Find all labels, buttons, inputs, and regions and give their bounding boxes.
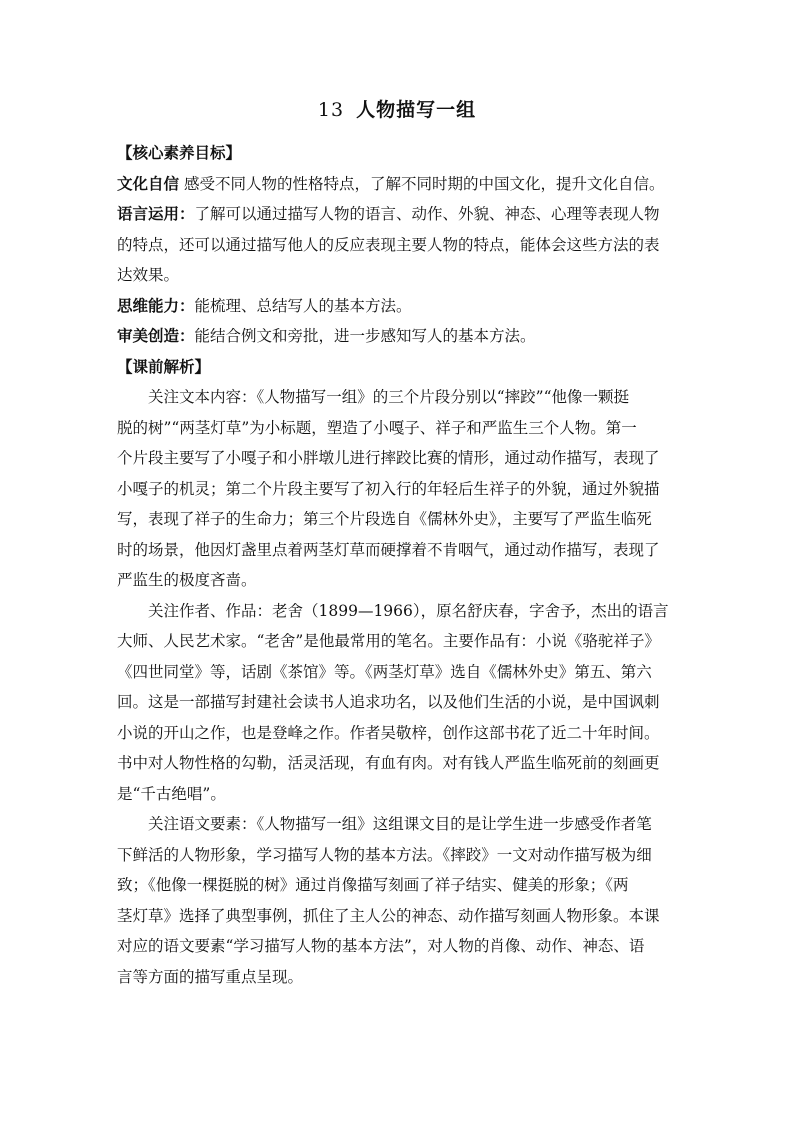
goals-heading: 【核心素养目标】 xyxy=(117,143,242,162)
goal-item-aesthetic xyxy=(117,321,677,352)
page-title xyxy=(0,96,794,124)
lesson-title: 人物描写一组 xyxy=(356,99,477,121)
goal-item-thinking xyxy=(117,291,677,322)
goal-text: 能梳理、总结写人的基本方法。 xyxy=(194,296,412,315)
goal-text: 感受不同人物的性格特点，了解不同时期的中国文化，提升文化自信。 xyxy=(183,174,665,193)
goal-item-language xyxy=(117,199,677,291)
goal-text: 的特点，还可以通过描写他人的反应表现主要人物的特点，能体会这些方法的表 xyxy=(117,235,660,254)
goal-text: 能结合例文和旁批，进一步感知写人的基本方法。 xyxy=(194,327,536,345)
paragraph-author-work: 关注作者、作品：老舍（1899—1966），原名舒庆春，字舍予，杰出的语言 大师、人民艺术家。“老舍”是他最常用的笔名。主要作品有：小说《骆驼祥子》 《四世同堂》等，话剧《茶馆》等。《两茎灯草》选自《儒林外史》第五、第六 回。这是一部描写封建社会读书人追求功名，以及他们生活的小说，是中国讽刺 小说的开山之作，也是登峰之作。作者吴敬梓，创作这部书花了近二十年时间。 书中对人物性格的勾勒，活灵活现，有血有肉。对有钱人严监生临死前的刻画更 是“千古绝唱”。 xyxy=(117,601,669,803)
goal-label: 思维能力： xyxy=(117,295,195,315)
lesson-number: 13 xyxy=(317,99,345,121)
goals-list xyxy=(117,169,677,352)
document-body xyxy=(117,138,677,992)
paragraph-text-content: 关注文本内容：《人物描写一组》的三个片段分别以“摔跤”“他像一颗挺 脱的树”“两茎灯草”为小标题，塑造了小嘎子、祥子和严监生三个人物。第一 个片段主要写了小嘎子和小胖墩儿进行摔跤比赛的情形，通过动作描写，表现了 小嘎子的机灵；第二个片段主要写了初入行的年轻后生祥子的外貌，通过外貌描 写，表现了祥子的生命力；第三个片段选自《儒林外史》，主要写了严监生临死 时的场景，他因灯盏里点着两茎灯草而硬撑着不肯咽气，通过动作描写，表现了 严监生的极度吝啬。 xyxy=(117,388,660,589)
analysis-heading: 【课前解析】 xyxy=(117,356,211,376)
goal-text: 达效果。 xyxy=(117,266,180,284)
goal-text: 了解可以通过描写人物的语言、动作、外貌、神态、心理等表现人物 xyxy=(194,205,660,223)
goal-label: 文化自信 xyxy=(117,173,180,193)
paragraph-language-elements: 关注语文要素：《人物描写一组》这组课文目的是让学生进一步感受作者笔 下鲜活的人物形象，学习描写人物的基本方法。《摔跤》一文对动作描写极为细 致；《他像一棵挺脱的树》通过肖像描写刻画了祥子结实、健美的形象；《两 茎灯草》选择了典型事例，抓住了主人公的神态、动作描写刻画人物形象。本课 对应的语文要素“学习描写人物的基本方法”，对人物的肖像、动作、神态、语 言等方面的描写重点呈现。 xyxy=(117,815,660,986)
goal-label: 语言运用： xyxy=(117,204,195,223)
goal-label: 审美创造： xyxy=(117,326,195,345)
goal-item-culture xyxy=(117,169,677,200)
